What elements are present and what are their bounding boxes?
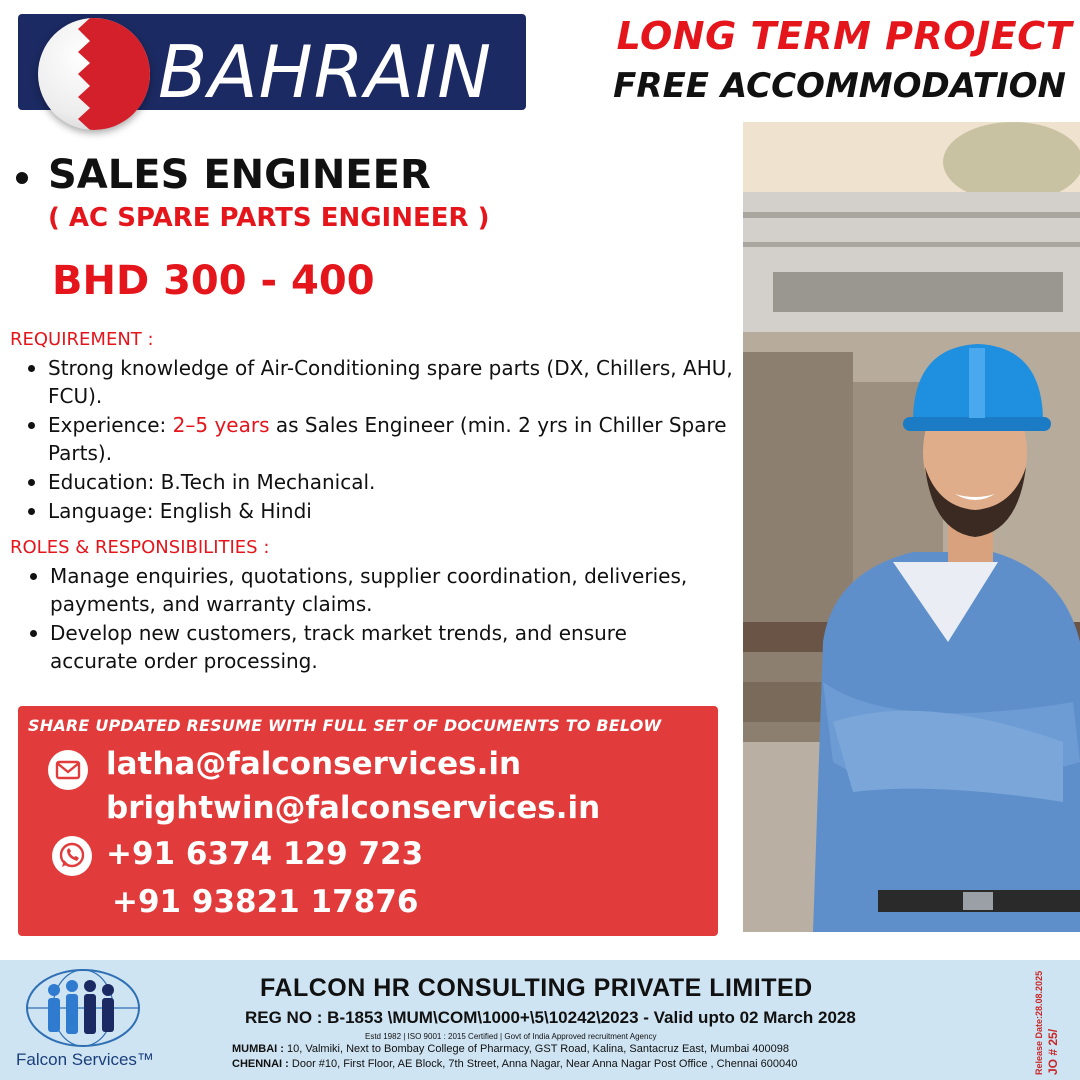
falcon-logo-icon bbox=[24, 968, 142, 1050]
certifications: Estd 1982 | ISO 9001 : 2015 Certified | Govt of India Approved recruitment Agency bbox=[365, 1032, 657, 1041]
job-order-number: JO # 25/ bbox=[1046, 1028, 1060, 1075]
list-item: Language: English & Hindi bbox=[22, 497, 737, 525]
experience-highlight: 2–5 years bbox=[172, 413, 270, 437]
list-item: Experience: 2–5 years as Sales Engineer (min. 2 yrs in Chiller Spare Parts). bbox=[22, 411, 737, 467]
phone-2[interactable]: +91 93821 17876 bbox=[112, 884, 419, 920]
email-2[interactable]: brightwin@falconservices.in bbox=[106, 790, 601, 826]
email-1[interactable]: latha@falconservices.in bbox=[106, 746, 522, 782]
requirements-heading: REQUIREMENT : bbox=[10, 329, 154, 350]
promo-long-term: LONG TERM PROJECT bbox=[616, 14, 1072, 58]
company-name: FALCON HR CONSULTING PRIVATE LIMITED bbox=[260, 974, 813, 1002]
job-title: SALES ENGINEER bbox=[48, 152, 431, 198]
engineer-photo bbox=[743, 122, 1080, 932]
salary: BHD 300 - 400 bbox=[52, 258, 375, 304]
bahrain-flag-icon bbox=[38, 18, 150, 130]
country-banner bbox=[18, 14, 526, 114]
mumbai-address: MUMBAI : 10, Valmiki, Next to Bombay College of Pharmacy, GST Road, Kalina, Santacruz East, Mumbai 400098 bbox=[232, 1043, 789, 1055]
roles-heading: ROLES & RESPONSIBILITIES : bbox=[10, 537, 270, 558]
contact-box bbox=[18, 706, 718, 936]
title-bullet bbox=[16, 172, 28, 184]
release-date: Release Date:28.08.2025 bbox=[1034, 970, 1044, 1075]
list-item: Manage enquiries, quotations, supplier coordination, deliveries, payments, and warranty claims. bbox=[24, 562, 714, 618]
whatsapp-icon bbox=[52, 836, 92, 876]
job-subtitle: ( AC SPARE PARTS ENGINEER ) bbox=[48, 203, 490, 233]
footer bbox=[0, 960, 1080, 1080]
share-instruction: SHARE UPDATED RESUME WITH FULL SET OF DOCUMENTS TO BELOW bbox=[28, 716, 662, 735]
list-item: Develop new customers, track market trends, and ensure accurate order processing. bbox=[24, 619, 714, 675]
registration-number: REG NO : B-1853 \MUM\COM\1000+\5\10242\2023 - Valid upto 02 March 2028 bbox=[245, 1008, 856, 1027]
list-item: Strong knowledge of Air-Conditioning spare parts (DX, Chillers, AHU, FCU). bbox=[22, 354, 737, 410]
list-item: Education: B.Tech in Mechanical. bbox=[22, 468, 737, 496]
mail-icon bbox=[48, 750, 88, 790]
roles-list bbox=[24, 562, 714, 676]
country-name: BAHRAIN bbox=[158, 30, 493, 114]
requirements-list bbox=[22, 354, 737, 526]
chennai-address: CHENNAI : Door #10, First Floor, AE Block, 7th Street, Anna Nagar, Near Anna Nagar Post Office , Chennai 600040 bbox=[232, 1058, 798, 1070]
logo-text: Falcon Services™ bbox=[16, 1050, 154, 1069]
phone-1[interactable]: +91 6374 129 723 bbox=[106, 836, 424, 872]
promo-accommodation: FREE ACCOMMODATION bbox=[613, 66, 1066, 106]
